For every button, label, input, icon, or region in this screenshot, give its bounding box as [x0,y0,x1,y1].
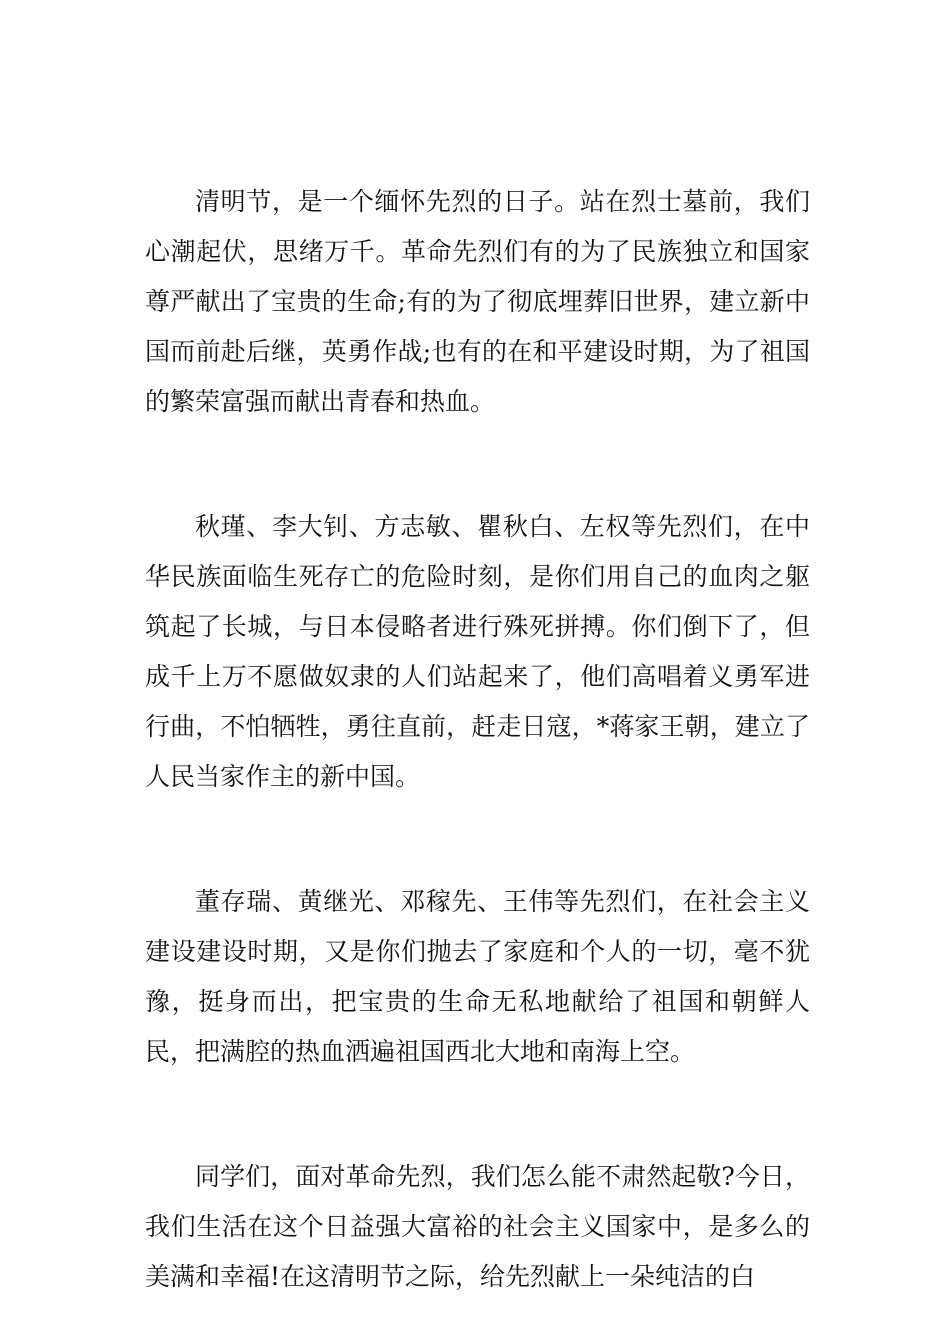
paragraph-1: 清明节，是一个缅怀先烈的日子。站在烈士墓前，我们心潮起伏，思绪万千。革命先烈们有的为了民族独立和国家尊严献出了宝贵的生命;有的为了彻底埋葬旧世界，建立新中国而前赴后继，英勇作战;也有的在和平建设时期，为了祖国的繁荣富强而献出青春和热血。 [145,187,810,416]
paragraph-3: 董存瑞、黄继光、邓稼先、王伟等先烈们，在社会主义建设建设时期，又是你们抛去了家庭和个人的一切，毫不犹豫，挺身而出，把宝贵的生命无私地献给了祖国和朝鲜人民，把满腔的热血洒遍祖国西北大地和南海上空。 [145,887,810,1066]
paragraph-4: 同学们，面对革命先烈，我们怎么能不肃然起敬?今日，我们生活在这个日益强大富裕的社会主义国家中，是多么的美满和幸福!在这清明节之际，给先烈献上一朵纯洁的白 [145,1162,810,1291]
paragraph-2: 秋瑾、李大钊、方志敏、瞿秋白、左权等先烈们，在中华民族面临生死存亡的危险时刻，是你们用自己的血肉之躯筑起了长城，与日本侵略者进行殊死拼搏。你们倒下了，但成千上万不愿做奴隶的人们站起来了，他们高唱着义勇军进行曲，不怕牺牲，勇往直前，赶走日寇，*蒋家王朝，建立了人民当家作主的新中国。 [145,512,810,791]
document-body [145,177,810,1302]
